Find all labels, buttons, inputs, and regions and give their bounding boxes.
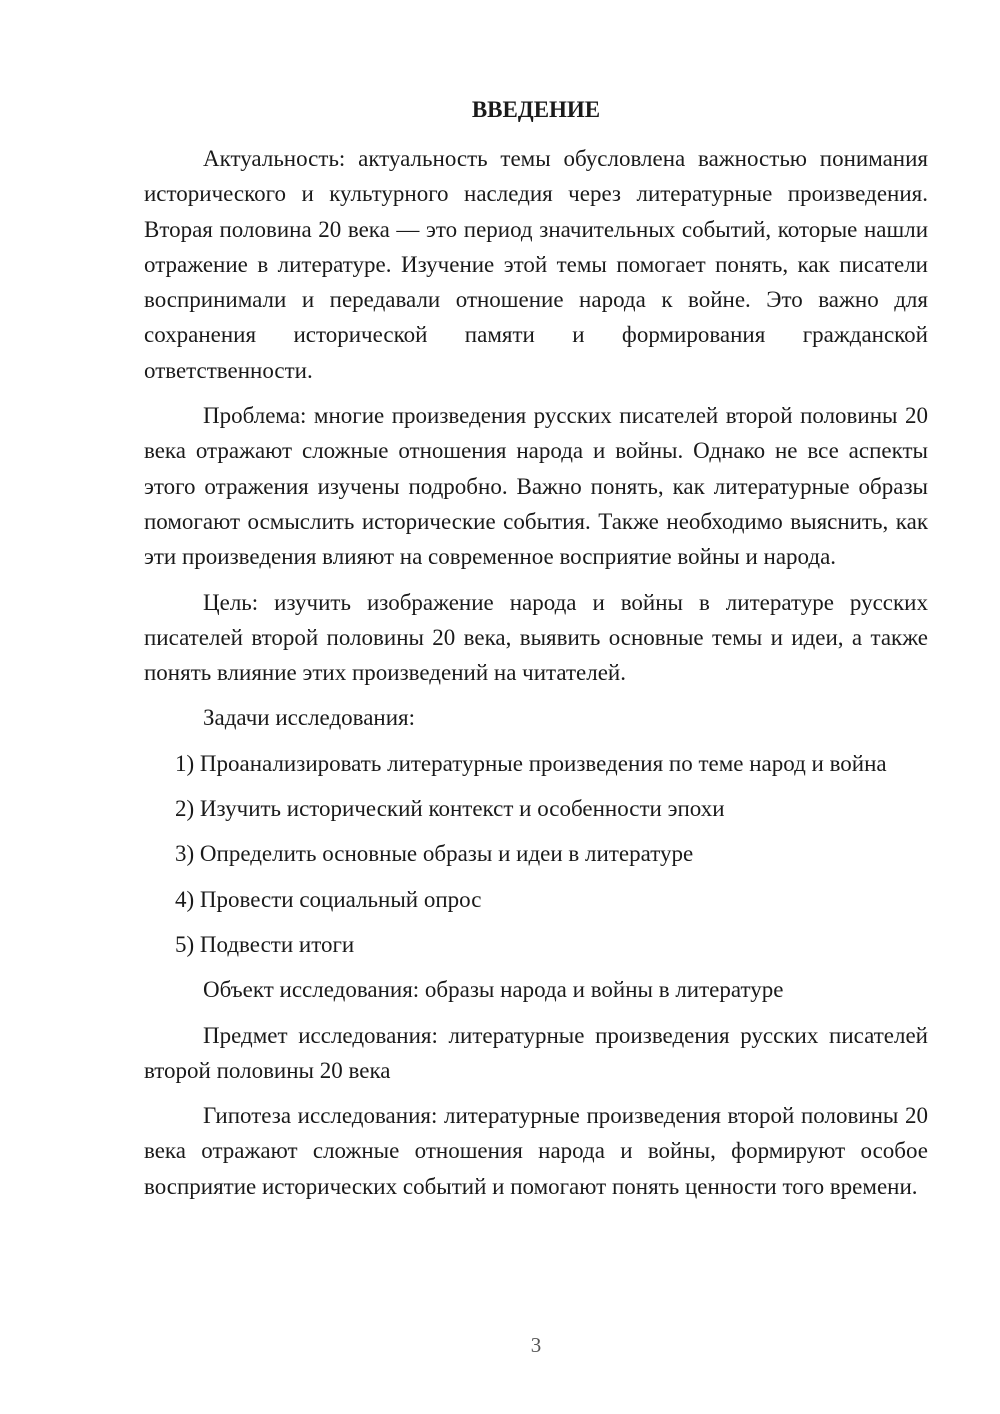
problem-paragraph: Проблема: многие произведения русских писателей второй половины 20 века отражают сложные отношения народа и войны. Однако не все аспекты этого отражения изучены подробно. Важно понять, как литературные образы помогают осмыслить исторические события. Также необходимо выяснить, как эти произведения влияют на современное восприятие войны и народа. <box>144 403 928 570</box>
task-item: 1) Проанализировать литературные произведения по теме народ и война <box>175 750 887 776</box>
tasks-heading: Задачи исследования: <box>203 705 416 731</box>
task-item: 4) Провести социальный опрос <box>175 886 482 912</box>
subject-paragraph: Предмет исследования: литературные произведения русских писателей второй половины 20 века <box>144 1022 928 1083</box>
page-title: ВВЕДЕНИЕ <box>471 97 601 122</box>
page-content <box>144 92 928 1204</box>
goal-paragraph: Цель: изучить изображение народа и войны в литературе русских писателей второй половины 20 века, выявить основные темы и идеи, а также понять влияние этих произведений на читателей. <box>144 589 928 686</box>
relevance-paragraph: Актуальность: актуальность темы обусловлена важностью понимания исторического и культурного наследия через литературные произведения. Вторая половина 20 века — это период значительных событий, которые нашли отражение в литературе. Изучение этой темы помогает понять, как писатели воспринимали и передавали отношение народа к войне. Это важно для сохранения исторической памяти и формирования гражданской ответственности. <box>144 146 928 383</box>
task-item: 2) Изучить исторический контекст и особенности эпохи <box>175 796 725 822</box>
page-number: 3 <box>530 1333 542 1357</box>
task-item: 5) Подвести итоги <box>175 931 355 957</box>
task-item: 3) Определить основные образы и идеи в литературе <box>175 841 694 867</box>
hypothesis-paragraph: Гипотеза исследования: литературные произведения второй половины 20 века отражают сложные отношения народа и войны, формируют особое восприятие исторических событий и помогают понять ценности того времени. <box>144 1103 928 1199</box>
object-paragraph: Объект исследования: образы народа и войны в литературе <box>203 977 784 1003</box>
